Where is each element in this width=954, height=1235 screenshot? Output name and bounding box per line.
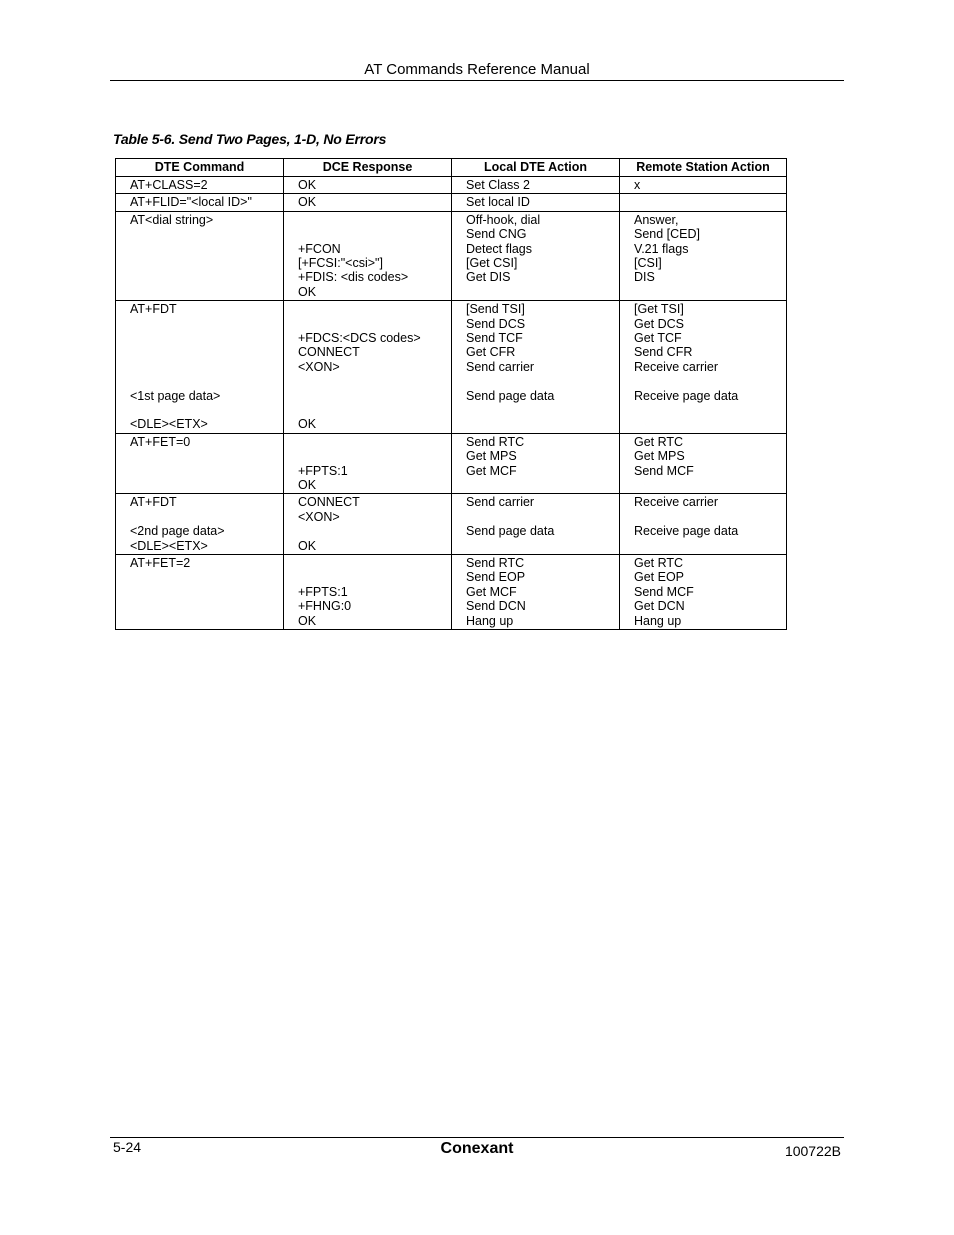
cell-line: Send RTC bbox=[466, 434, 525, 449]
cell-line: Answer, bbox=[634, 212, 679, 227]
cell-line: [CSI] bbox=[634, 256, 662, 271]
cell-line: +FHNG:0 bbox=[298, 599, 352, 614]
cell-dce-response bbox=[284, 301, 452, 434]
cell-dce-response bbox=[284, 194, 452, 211]
cell-line bbox=[130, 403, 279, 417]
cell-line: OK bbox=[298, 417, 317, 432]
cell-line bbox=[130, 374, 279, 388]
cell-line: Send DCN bbox=[466, 599, 526, 614]
cell-line: [+FCSI:"<csi>"] bbox=[298, 256, 383, 270]
cell-line bbox=[130, 331, 279, 345]
table-row bbox=[116, 211, 787, 300]
cell-line: Get EOP bbox=[634, 570, 685, 585]
table-row bbox=[116, 177, 787, 194]
cell-local-dte-action bbox=[452, 301, 620, 434]
cell-line bbox=[634, 195, 782, 209]
table-row bbox=[116, 555, 787, 630]
cell-line bbox=[466, 510, 615, 524]
cell-remote-station-action bbox=[620, 211, 787, 300]
cell-line bbox=[298, 302, 447, 316]
cell-line: CONNECT bbox=[298, 345, 360, 360]
cell-line: Get DCN bbox=[634, 599, 685, 614]
cell-line: Send CNG bbox=[466, 227, 527, 242]
cell-line: CONNECT bbox=[298, 495, 360, 510]
cell-dte-command bbox=[116, 194, 284, 211]
cell-local-dte-action bbox=[452, 194, 620, 211]
cell-line: Send carrier bbox=[466, 495, 535, 510]
table-row bbox=[116, 433, 787, 494]
cell-line: Send page data bbox=[466, 524, 555, 539]
cell-line: <XON> bbox=[298, 509, 340, 524]
table-body bbox=[116, 177, 787, 630]
cell-dte-command bbox=[116, 211, 284, 300]
cell-line: [Get CSI] bbox=[466, 256, 518, 271]
header-dce-response: DCE Response bbox=[284, 159, 452, 177]
cell-line: OK bbox=[298, 613, 317, 628]
cell-line: Send MCF bbox=[634, 584, 694, 599]
cell-remote-station-action bbox=[620, 177, 787, 194]
cell-line: Get RTC bbox=[634, 556, 684, 570]
table-row bbox=[116, 494, 787, 555]
cell-line: Send TCF bbox=[466, 331, 523, 346]
cell-line bbox=[298, 317, 447, 331]
cell-line bbox=[298, 389, 447, 403]
header-local-dte-action: Local DTE Action bbox=[452, 159, 620, 177]
cell-line: [Send TSI] bbox=[466, 302, 525, 317]
cell-local-dte-action bbox=[452, 494, 620, 555]
cell-line: <DLE><ETX> bbox=[130, 538, 208, 553]
cell-line: Receive carrier bbox=[634, 495, 719, 510]
cell-line bbox=[298, 403, 447, 417]
cell-line: Set local ID bbox=[466, 195, 530, 210]
cell-line: Hang up bbox=[634, 613, 682, 628]
cell-remote-station-action bbox=[620, 301, 787, 434]
cell-line: Send [CED] bbox=[634, 227, 701, 242]
cell-line: Detect flags bbox=[466, 241, 533, 256]
page-number: 5-24 bbox=[113, 1139, 142, 1155]
cell-line: Get CFR bbox=[466, 345, 516, 360]
cell-dte-command bbox=[116, 301, 284, 434]
cell-line: <DLE><ETX> bbox=[130, 417, 208, 432]
cell-line: +FPTS:1 bbox=[298, 463, 348, 478]
cell-line: DIS bbox=[634, 270, 655, 285]
cell-line bbox=[130, 360, 279, 374]
cell-line: Send page data bbox=[466, 388, 555, 403]
cell-line bbox=[298, 556, 447, 570]
cell-dte-command bbox=[116, 177, 284, 194]
command-table bbox=[115, 158, 787, 630]
cell-dce-response bbox=[284, 555, 452, 630]
cell-line: AT+FDT bbox=[130, 302, 177, 317]
cell-line: <2nd page data> bbox=[130, 524, 225, 539]
cell-line bbox=[298, 524, 447, 538]
table-header-row bbox=[116, 159, 787, 177]
cell-line: Get RTC bbox=[634, 434, 684, 449]
cell-line: OK bbox=[298, 477, 317, 492]
cell-dce-response bbox=[284, 433, 452, 494]
cell-line bbox=[130, 510, 279, 524]
cell-dte-command bbox=[116, 433, 284, 494]
cell-line: +FPTS:1 bbox=[298, 584, 348, 599]
cell-line: AT+FDT bbox=[130, 495, 177, 510]
brand-name: Conexant bbox=[440, 1140, 514, 1157]
cell-line: OK bbox=[298, 178, 317, 192]
cell-line: V.21 flags bbox=[634, 241, 689, 256]
cell-line: Receive page data bbox=[634, 388, 739, 403]
cell-local-dte-action bbox=[452, 433, 620, 494]
cell-line bbox=[634, 374, 782, 388]
cell-line: Get TCF bbox=[634, 331, 682, 346]
cell-line bbox=[298, 435, 447, 449]
cell-line: AT+FLID="<local ID>" bbox=[130, 195, 252, 210]
cell-line: Set Class 2 bbox=[466, 178, 530, 192]
cell-dte-command bbox=[116, 555, 284, 630]
cell-line: OK bbox=[298, 195, 317, 210]
cell-line: [Get TSI] bbox=[634, 302, 684, 317]
cell-line bbox=[298, 449, 447, 463]
cell-line: Send MCF bbox=[634, 463, 694, 478]
cell-line: AT+FET=2 bbox=[130, 556, 191, 570]
cell-line: Get DCS bbox=[634, 316, 685, 331]
cell-line: Get MPS bbox=[466, 449, 517, 464]
cell-line: Off-hook, dial bbox=[466, 212, 541, 227]
cell-line: +FCON bbox=[298, 241, 341, 256]
cell-line bbox=[466, 374, 615, 388]
cell-line: Get DIS bbox=[466, 270, 511, 285]
cell-local-dte-action bbox=[452, 211, 620, 300]
cell-line: Receive page data bbox=[634, 524, 739, 539]
cell-line: OK bbox=[298, 538, 317, 553]
cell-line bbox=[130, 345, 279, 359]
cell-line: Send carrier bbox=[466, 359, 535, 374]
cell-line bbox=[298, 570, 447, 584]
cell-local-dte-action bbox=[452, 555, 620, 630]
cell-remote-station-action bbox=[620, 194, 787, 211]
table-caption: Table 5-6. Send Two Pages, 1-D, No Errors bbox=[113, 131, 387, 147]
cell-line bbox=[298, 374, 447, 388]
cell-remote-station-action bbox=[620, 555, 787, 630]
cell-line: x bbox=[634, 178, 641, 192]
header-remote-station-action: Remote Station Action bbox=[620, 159, 787, 177]
cell-line: AT+FET=0 bbox=[130, 434, 191, 449]
cell-line: Get MPS bbox=[634, 449, 685, 464]
cell-line: +FDCS:<DCS codes> bbox=[298, 331, 421, 345]
cell-local-dte-action bbox=[452, 177, 620, 194]
cell-dce-response bbox=[284, 494, 452, 555]
table-row bbox=[116, 194, 787, 211]
cell-line: Send CFR bbox=[634, 345, 693, 360]
cell-line bbox=[130, 317, 279, 331]
cell-line: OK bbox=[298, 284, 317, 299]
cell-remote-station-action bbox=[620, 433, 787, 494]
cell-dce-response bbox=[284, 177, 452, 194]
cell-line: AT<dial string> bbox=[130, 212, 214, 227]
cell-line bbox=[634, 510, 782, 524]
header-dte-command: DTE Command bbox=[116, 159, 284, 177]
cell-line bbox=[298, 227, 447, 241]
cell-line: Send RTC bbox=[466, 556, 525, 570]
cell-line: +FDIS: <dis codes> bbox=[298, 270, 409, 285]
cell-line bbox=[298, 213, 447, 227]
cell-line: AT+CLASS=2 bbox=[130, 178, 208, 192]
cell-line: <XON> bbox=[298, 359, 340, 374]
document-number: 100722B bbox=[784, 1143, 841, 1159]
cell-line: <1st page data> bbox=[130, 388, 221, 403]
header-rule bbox=[110, 80, 844, 81]
page-header-title: AT Commands Reference Manual bbox=[364, 61, 590, 78]
cell-line: Get MCF bbox=[466, 584, 517, 599]
cell-line: Get MCF bbox=[466, 463, 517, 478]
cell-dte-command bbox=[116, 494, 284, 555]
cell-line: Hang up bbox=[466, 613, 514, 628]
cell-dce-response bbox=[284, 211, 452, 300]
table-row bbox=[116, 301, 787, 434]
footer-rule bbox=[110, 1137, 844, 1138]
cell-line: Send EOP bbox=[466, 570, 526, 585]
cell-line: Receive carrier bbox=[634, 359, 719, 374]
cell-line: Send DCS bbox=[466, 316, 526, 331]
cell-remote-station-action bbox=[620, 494, 787, 555]
